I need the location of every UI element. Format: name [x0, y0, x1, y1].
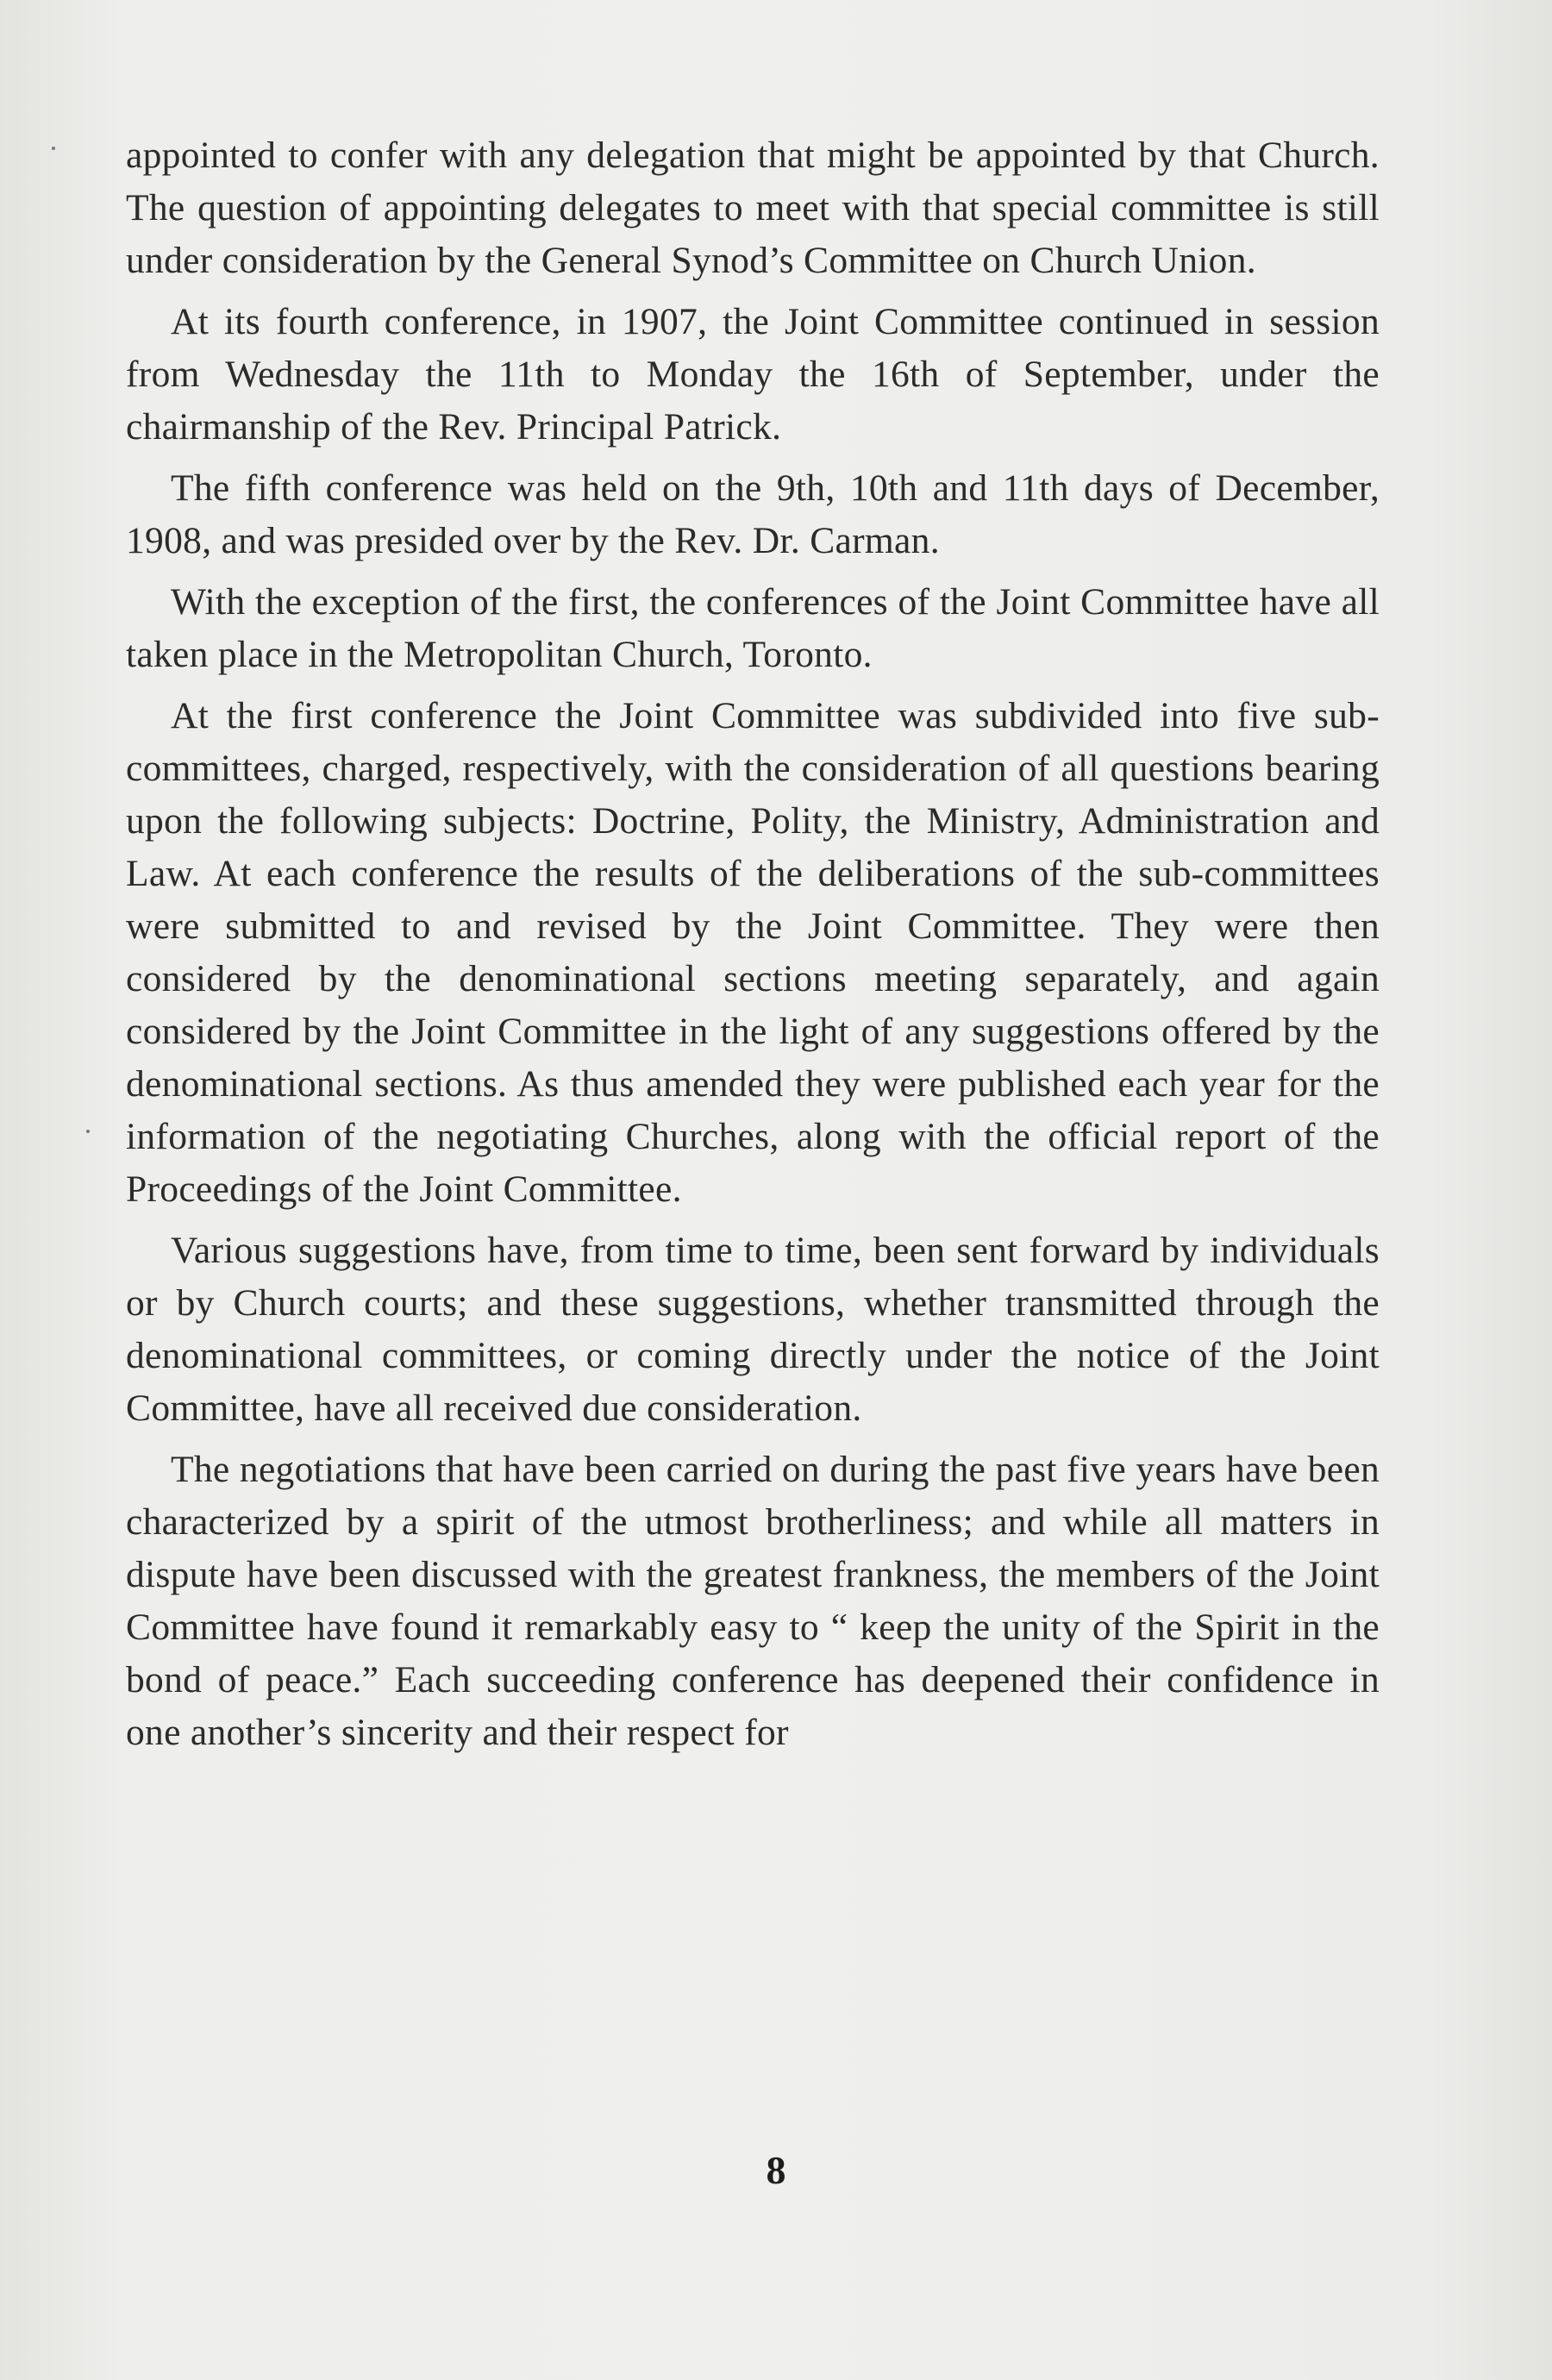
paragraph-negotiations: The negotiations that have been carried on during the past five years have been characterized by a spirit of the utmost brotherliness; and while all matters in dispute have been discussed with the greatest frankness, the members of the Joint Committee have found it remarkably easy to “ keep the unity of the Spirit in the bond of peace.” Each succeeding conference has deepened their confidence in one another’s sincerity and their respect for: [126, 1449, 1380, 1753]
paragraph-continued: appointed to confer with any delegation that might be appointed by that Church. The question of appointing delegates to meet with that special committee is still under consideration by the General Synod’s Committee on Church Union.: [126, 135, 1380, 281]
page-number: 8: [766, 2148, 786, 2192]
paragraph-fifth-conference: The fifth conference was held on the 9th, 10th and 11th days of December, 1908, and was presided over by the Rev. Dr. Carman.: [126, 467, 1380, 561]
ink-speck: [86, 1130, 90, 1133]
paragraph-metropolitan-church: With the exception of the first, the conferences of the Joint Committee have all taken place in the Metropolitan Church, Toronto.: [126, 581, 1380, 675]
paragraph-suggestions: Various suggestions have, from time to time, been sent forward by individuals or by Church courts; and these suggestions, whether transmitted through the denominational committees, or coming directly under the notice of the Joint Committee, have all received due consideration.: [126, 1230, 1380, 1429]
paragraph-sub-committees: At the first conference the Joint Committee was subdivided into five sub-committees, charged, respectively, with the consideration of all questions bearing upon the following subjects: Doctrine, Polity, the Ministry, Administration and Law. At each conference the results of the deliberations of the sub-committees were submitted to and revised by the Joint Committee. They were then considered by the denominational sections meeting separately, and again considered by the Joint Committee in the light of any suggestions offered by the denominational sections. As thus amended they were published each year for the information of the negotiating Churches, along with the official report of the Proceedings of the Joint Committee.: [126, 695, 1380, 1210]
paragraph-fourth-conference: At its fourth conference, in 1907, the Joint Committee continued in session from Wednesday the 11th to Monday the 16th of September, under the chairmanship of the Rev. Principal Patrick.: [126, 301, 1380, 448]
ink-speck: [52, 147, 55, 150]
body-text: [126, 129, 1380, 1768]
